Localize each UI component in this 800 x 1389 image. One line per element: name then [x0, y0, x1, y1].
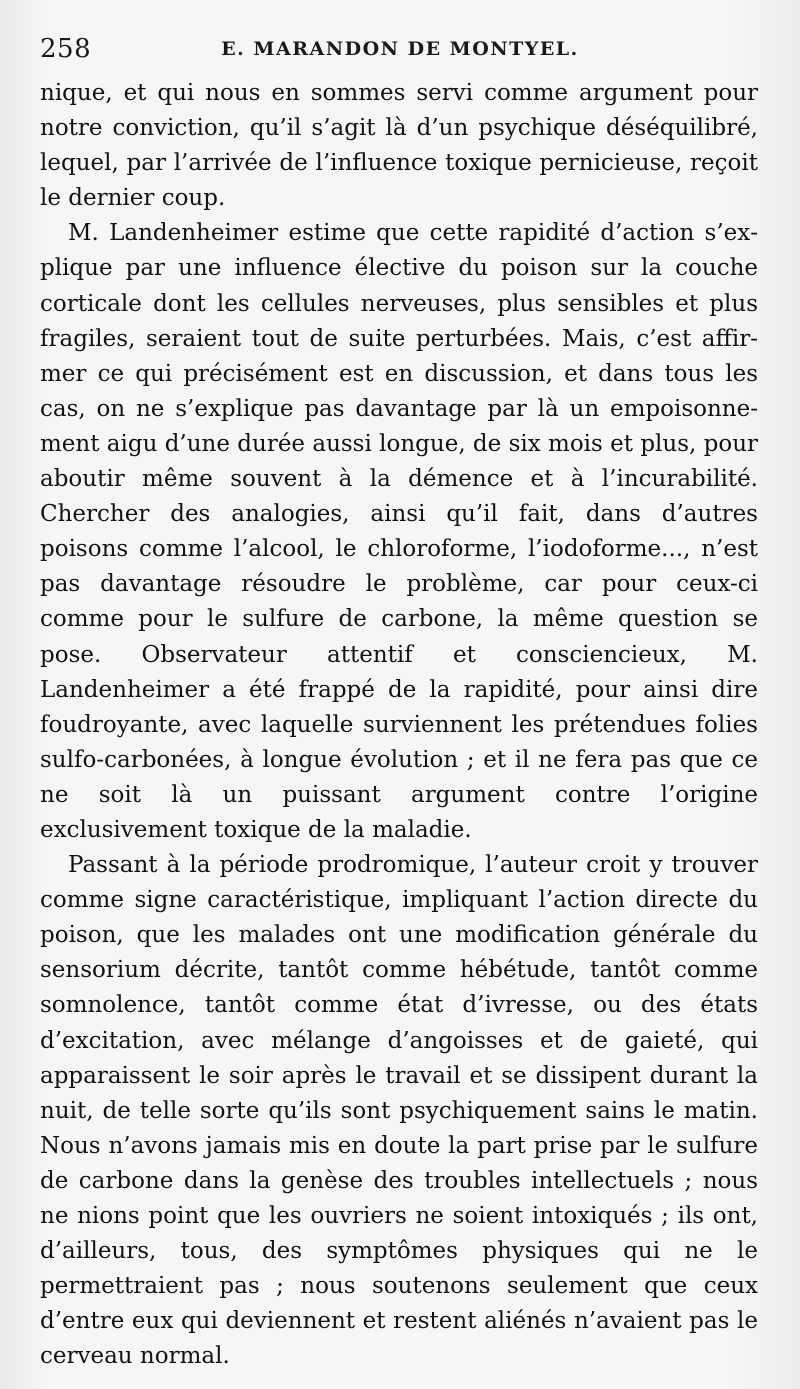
page-header [40, 30, 760, 70]
body-text [40, 76, 758, 1374]
paragraph-landenheimer-rapidity: M. Landenheimer estime que cette rapidité d’action s’explique par une influence élective du poison sur la couche corticale dont les cellules nerveuses, plus sensibles et plus fragiles, seraient tout de suite perturbées. Mais, c’est affirmer ce qui précisément est en discussion, et dans tous les cas, on ne s’explique pas davantage par là un empoisonnement aigu d’une durée aussi longue, de six mois et plus, pour aboutir même souvent à la démence et à l’incurabilité. Chercher des analogies, ainsi qu’il fait, dans d’autres poisons comme l’alcool, le chloroforme, l’iodoforme..., n’est pas davantage résoudre le problème, car pour ceux-ci comme pour le sulfure de carbone, la même question se pose. Observateur attentif et consciencieux, M. Landenheimer a été frappé de la rapidité, pour ainsi dire foudroyante, avec laquelle surviennent les prétendues folies sulfo-carbonées, à longue évolution ; et il ne fera pas que ce ne soit là un puissant argument contre l’origine exclusivement toxique de la maladie. [40, 220, 759, 843]
page-number: 258 [40, 34, 92, 64]
running-head: E. MARANDON DE MONTYEL. [221, 38, 579, 60]
paragraph-continuation: nique, et qui nous en sommes servi comme argument pour notre conviction, qu’il s’agit là d’un psychique déséquilibré, lequel, par l’arrivée de l’influence toxique pernicieuse, reçoit le dernier coup. [40, 80, 758, 212]
paragraph-prodromal-period: Passant à la période prodromique, l’auteur croit y trouver comme signe caractéristique, impliquant l’action directe du poison, que les malades ont une modification générale du sensorium décrite, tantôt comme hébétude, tantôt comme somnolence, tantôt comme état d’ivresse, ou des états d’excitation, avec mélange d’angoisses et de gaieté, qui apparaissent le soir après le travail et se dissipent durant la nuit, de telle sorte qu’ils sont psychiquement sains le matin. Nous n’avons jamais mis en doute la part prise par le sulfure de carbone dans la genèse des troubles intellectuels ; nous ne nions point que les ouvriers ne soient intoxiqués ; ils ont, d’ailleurs, tous, des symptômes physiques qui ne le permettraient pas ; nous soutenons seulement que ceux d’entre eux qui deviennent et restent aliénés n’avaient pas le cerveau normal. [40, 852, 758, 1370]
